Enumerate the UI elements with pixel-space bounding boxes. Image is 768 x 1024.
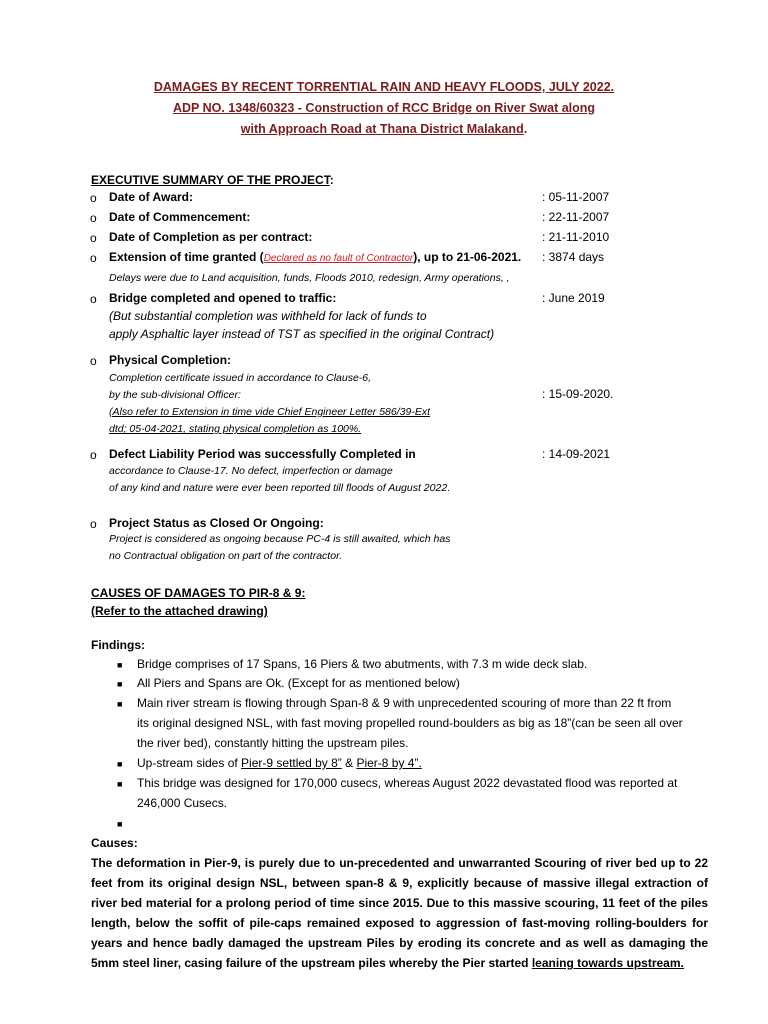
status-note-2: no Contractual obligation on part of the contractor. — [109, 550, 343, 562]
commencement-value: : 22-11-2007 — [542, 210, 610, 224]
square-bullet-icon: ■ — [117, 819, 123, 829]
finding-5-line2: 246,000 Cusecs. — [137, 796, 228, 810]
finding-2: All Piers and Spans are Ok. (Except for as mentioned below) — [137, 676, 460, 690]
physical-note-3: (Also refer to Extension in time vide Chief Engineer Letter 586/39-Ext — [109, 406, 430, 418]
opened-label: Bridge completed and opened to traffic: — [109, 291, 337, 305]
square-bullet-icon: ■ — [117, 779, 123, 789]
doc-title-line2: ADP NO. 1348/60323 - Construction of RCC Bridge on River Swat along — [172, 101, 596, 115]
opened-note-2: apply Asphaltic layer instead of TST as specified in the original Contract) — [109, 327, 495, 341]
dlp-note-2: of any kind and nature were ever been reported till floods of August 2022. — [109, 482, 451, 494]
square-bullet-icon: ■ — [117, 759, 123, 769]
dlp-label: Defect Liability Period was successfully Completed in — [109, 447, 416, 461]
extension-value: : 3874 days — [542, 250, 605, 264]
finding-3-line3: the river bed), constantly hitting the upstream piles. — [137, 736, 409, 750]
opened-value: : June 2019 — [542, 291, 605, 305]
causes-subheading: (Refer to the attached drawing) — [91, 604, 268, 618]
bullet-icon: o — [90, 251, 97, 265]
physical-label: Physical Completion: — [109, 353, 232, 367]
square-bullet-icon: ■ — [117, 699, 123, 709]
extension-reason: Delays were due to Land acquisition, funds, Floods 2010, redesign, Army operations, , — [109, 272, 510, 284]
physical-note-4: dtd; 05-04-2021, stating physical completion as 100%. — [109, 423, 362, 435]
extension-note: Declared as no fault of Contractor — [263, 253, 414, 264]
finding-1: Bridge comprises of 17 Spans, 16 Piers & two abutments, with 7.3 m wide deck slab. — [137, 657, 588, 671]
finding-3-line1: Main river stream is flowing through Span-8 & 9 with unprecedented scouring of more than 22 ft from — [137, 696, 672, 710]
findings-label: Findings: — [91, 638, 145, 652]
physical-value: : 15-09-2020. — [542, 387, 614, 401]
bullet-icon: o — [90, 448, 97, 462]
bullet-icon: o — [90, 231, 97, 245]
physical-note-2: by the sub-divisional Officer: — [109, 389, 241, 401]
bullet-icon: o — [90, 211, 97, 225]
award-value: : 05-11-2007 — [542, 190, 610, 204]
completion-value: : 21-11-2010 — [542, 230, 610, 244]
causes-label: Causes: — [91, 836, 138, 850]
square-bullet-icon: ■ — [117, 679, 123, 689]
commencement-label: Date of Commencement: — [109, 210, 251, 224]
square-bullet-icon: ■ — [117, 660, 123, 670]
doc-title-line3: with Approach Road at Thana District Malakand. — [240, 122, 528, 136]
opened-note-1: (But substantial completion was withheld for lack of funds to — [109, 309, 427, 323]
bullet-icon: o — [90, 191, 97, 205]
status-label: Project Status as Closed Or Ongoing: — [109, 516, 324, 530]
bullet-icon: o — [90, 292, 97, 306]
doc-title-line1: DAMAGES BY RECENT TORRENTIAL RAIN AND HEAVY FLOODS, JULY 2022. — [153, 80, 615, 94]
finding-3-line2: its original designed NSL, with fast moving propelled round-boulders as big as 18”(can be seen all over — [137, 716, 683, 730]
finding-4: Up-stream sides of Pier-9 settled by 8” & Pier-8 by 4”. — [137, 756, 422, 770]
bullet-icon: o — [90, 517, 97, 531]
dlp-value: : 14-09-2021 — [542, 447, 611, 461]
bullet-icon: o — [90, 354, 97, 368]
causes-heading: CAUSES OF DAMAGES TO PIR-8 & 9: — [91, 586, 306, 600]
finding-5-line1: This bridge was designed for 170,000 cusecs, whereas August 2022 devastated flood was reported at — [137, 776, 678, 790]
physical-note-1: Completion certificate issued in accordance to Clause-6, — [109, 372, 372, 384]
summary-heading: EXECUTIVE SUMMARY OF THE PROJECT: — [91, 173, 334, 187]
status-note-1: Project is considered as ongoing because PC-4 is still awaited, which has — [109, 533, 451, 545]
award-label: Date of Award: — [109, 190, 194, 204]
completion-label: Date of Completion as per contract: — [109, 230, 313, 244]
dlp-note-1: accordance to Clause-17. No defect, imperfection or damage — [109, 465, 393, 477]
extension-label: Extension of time granted (Declared as no fault of Contractor), up to 21-06-2021. — [109, 250, 522, 264]
causes-paragraph: The deformation in Pier-9, is purely due to un-precedented and unwarranted Scouring of river bed up to 22 feet from its original design NSL, between span-8 & 9, explicitly because of massive illegal extraction of river bed material for a prolong period of time since 2015. Due to this massive scouring, 11 feet of the piles length, below the soffit of pile-caps remained exposed to aggression of fast-moving rolling-boulders for years and hence badly damaged the upstream Piles by eroding its concrete and as well as damaging the 5mm steel liner, casing failure of the upstream piles whereby the Pier started leaning towards upstream. — [91, 856, 708, 970]
